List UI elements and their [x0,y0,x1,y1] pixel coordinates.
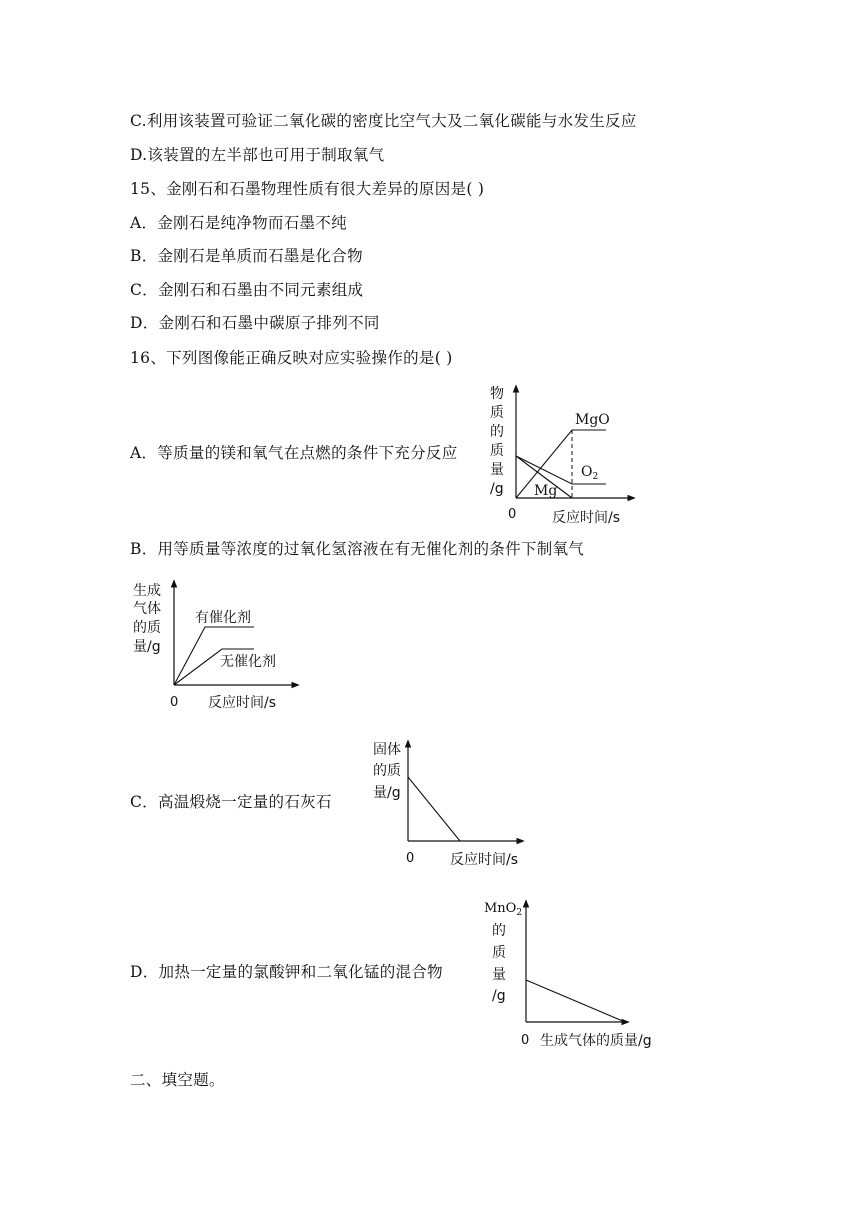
graph-a-label-mgo: MgO [575,412,610,428]
graph-c-y-label-3: 量/g [373,785,401,801]
graph-a-y-label-4: 质 [490,443,504,459]
graph-a-mgo-line [516,430,606,498]
graph-b-y-label-1: 生成 [133,583,161,599]
q15-option-b: B．金刚石是单质而石墨是化合物 [130,247,363,265]
graph-d-y-label-2: 质 [492,945,506,961]
graph-c [368,735,533,875]
graph-a-label-o2: $O_2$ [581,464,599,482]
graph-b-origin: 0 [170,695,179,710]
graph-d-x-label: 生成气体的质量/g [540,1033,652,1049]
graph-a-y-label-2: 质 [490,405,504,421]
graph-d [478,895,668,1055]
graph-b-y-label-2: 气体 [133,601,161,617]
graph-b-x-label: 反应时间/s [208,695,277,711]
graph-c-y-label-1: 固体 [373,742,401,758]
graph-a-y-label-1: 物 [490,386,504,402]
graph-b-label-catalyst: 有催化剂 [195,610,251,626]
graph-b-label-no-catalyst: 无催化剂 [220,654,276,670]
graph-a-y-label-3: 的 [490,424,504,440]
graph-a-x-label: 反应时间/s [552,510,621,526]
section-2-heading: 二、填空题。 [130,1071,225,1089]
graph-a [480,380,640,530]
q14-option-c: C.利用该装置可验证二氧化碳的密度比空气大及二氧化碳能与水发生反应 [130,112,637,130]
q16-option-a: A．等质量的镁和氧气在点燃的条件下充分反应 [130,444,458,462]
graph-d-line [526,980,625,1022]
q15-option-a: A．金刚石是纯净物而石墨不纯 [130,214,347,232]
graph-d-y-label-4: /g [492,988,506,1004]
graph-d-origin: 0 [521,1033,530,1048]
q16-option-c: C．高温煅烧一定量的石灰石 [130,793,332,811]
graph-c-x-label: 反应时间/s [450,852,519,868]
graph-c-line [408,777,460,841]
q15-option-c: C．金刚石和石墨由不同元素组成 [130,281,364,299]
graph-b-y-label-3: 的质 [133,620,161,636]
graph-d-y-label-top: MnO$_2$ [484,901,523,918]
q16-option-b: B．用等质量等浓度的过氧化氢溶液在有无催化剂的条件下制氧气 [130,540,585,558]
q15-option-d: D．金刚石和石墨中碳原子排列不同 [130,314,380,332]
q16-stem: 16、下列图像能正确反映对应实验操作的是( ) [130,349,453,367]
graph-d-y-label-1: 的 [492,923,506,939]
q16-option-d: D．加热一定量的氯酸钾和二氧化锰的混合物 [130,963,443,981]
graph-b-y-label-4: 量/g [133,639,161,655]
graph-b [130,575,305,715]
q15-stem: 15、金刚石和石墨物理性质有很大差异的原因是( ) [130,180,485,198]
graph-a-label-mg: Mg [534,483,558,499]
graph-c-origin: 0 [406,851,415,866]
graph-a-y-label [490,385,504,497]
graph-a-origin: 0 [508,507,517,522]
q14-option-d: D.该装置的左半部也可用于制取氧气 [130,146,385,164]
graph-c-y-label-2: 的质 [373,763,401,779]
graph-d-y-label-3: 量 [492,967,506,983]
graph-a-y-label-6: /g [490,481,504,497]
graph-a-y-label-5: 量 [490,462,504,478]
